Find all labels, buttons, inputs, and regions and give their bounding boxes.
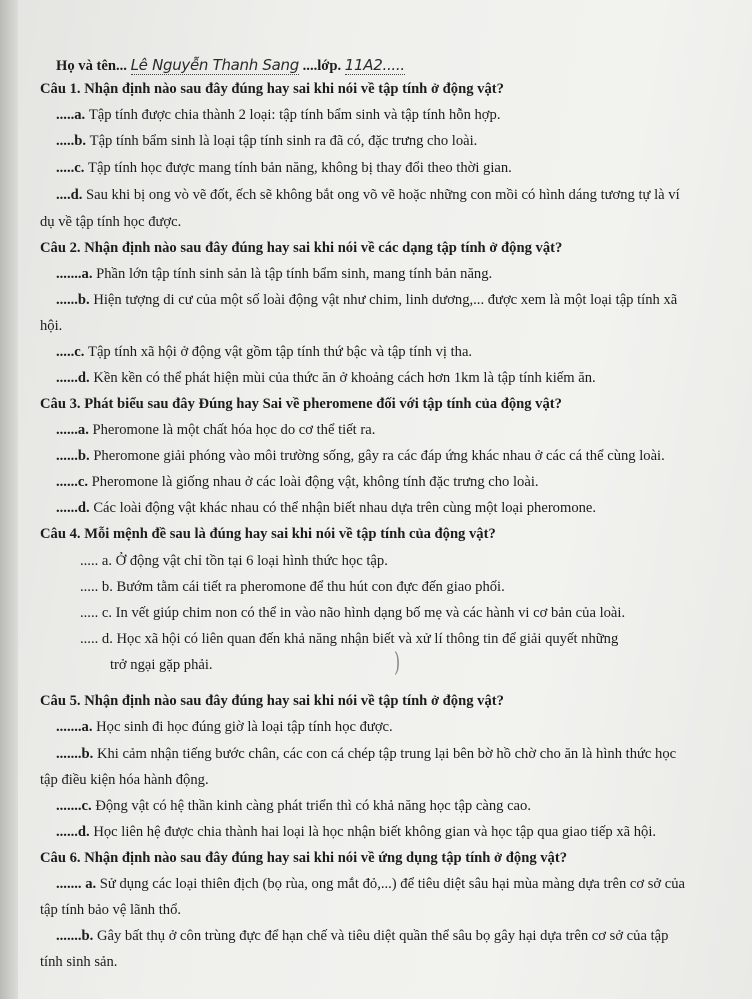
q4-option-d: ..... d. Học xã hội có liên quan đến khả năng nhận biết và xử lí thông tin để giải quyết những [80,631,619,647]
q5-option-b-cont: tập điều kiện hóa hành động. [40,772,209,788]
question-2: Câu 2. Nhận định nào sau đây đúng hay sai khi nói về các dạng tập tính ở động vật? [40,240,563,256]
question-1: Câu 1. Nhận định nào sau đây đúng hay sai khi nói về tập tính ở động vật? [40,81,504,97]
q1-option-d: ....d. Sau khi bị ong vò vẽ đốt, ếch sẽ không bắt ong võ vẽ hoặc những con mồi có hình dáng tương tự là ví [56,187,680,203]
q2-option-b: ......b. Hiện tượng di cư của một số loài động vật như chim, linh dương,... được xem là một loại tập tính xã [56,292,678,308]
q3-option-d: ......d. Các loài động vật khác nhau có thể nhận biết nhau dựa trên cùng một loại pheromone. [56,500,597,516]
class-label: ....lớp. [302,58,342,74]
q6-option-a-cont: tập tính bảo vệ lãnh thổ. [40,902,182,918]
q2-option-a: .......a. Phần lớn tập tính sinh sản là tập tính bẩm sinh, mang tính bản năng. [56,266,493,282]
class-value: 11A2..... [344,56,405,74]
q1-option-d-cont: dụ về tập tính học được. [40,214,182,230]
question-4: Câu 4. Mỗi mệnh đề sau là đúng hay sai khi nói về tập tính của động vật? [40,526,496,542]
pencil-mark: ) [394,648,401,678]
q4-option-b: ..... b. Bướm tằm cái tiết ra pheromone để thu hút con đực đến giao phối. [80,579,505,595]
q6-option-b: .......b. Gây bất thụ ở côn trùng đực để hạn chế và tiêu diệt quần thể sâu bọ gây hại dựa trên cơ sở của tập [56,928,669,944]
q3-option-b: ......b. Pheromone giải phóng vào môi trường sống, gây ra các đáp ứng khác nhau ở các cá thể cùng loài. [56,448,665,464]
q5-option-d: ......d. Học liên hệ được chia thành hai loại là học nhận biết không gian và học tập qua giao tiếp xã hội. [56,824,657,840]
q1-option-a: .....a. Tập tính được chia thành 2 loại: tập tính bẩm sinh và tập tính hỗn hợp. [56,107,501,123]
q6-option-a: ....... a. Sử dụng các loại thiên địch (bọ rùa, ong mắt đỏ,...) để tiêu diệt sâu hại mùa màng dựa trên cơ sở của [56,876,686,892]
name-label: Họ và tên... [56,58,127,74]
q2-option-b-cont: hội. [40,318,63,334]
q5-option-b: .......b. Khi cảm nhận tiếng bước chân, các con cá chép tập trung lại bên bờ hồ chờ cho ăn là hình thức học [56,746,677,762]
q4-option-a: ..... a. Ở động vật chỉ tồn tại 6 loại hình thức học tập. [80,553,388,569]
q6-option-b-cont: tính sinh sản. [40,954,118,970]
q2-option-d: ......d. Kền kền có thể phát hiện mùi của thức ăn ở khoảng cách hơn 1km là tập tính kiếm ăn. [56,370,596,386]
q4-option-d-cont: trở ngại gặp phải. [110,657,213,673]
q3-option-c: ......c. Pheromone là giống nhau ở các loài động vật, không tính đặc trưng cho loài. [56,474,539,490]
q4-option-c: ..... c. In vết giúp chim non có thể in vào não hình dạng bố mẹ và các hành vi cơ bản của loài. [80,605,626,621]
q5-option-a: .......a. Học sinh đi học đúng giờ là loại tập tính học được. [56,719,393,735]
student-header [56,56,732,75]
q1-option-c: .....c. Tập tính học được mang tính bản năng, không bị thay đổi theo thời gian. [56,160,512,176]
q1-option-b: .....b. Tập tính bẩm sinh là loại tập tính sinh ra đã có, đặc trưng cho loài. [56,133,478,149]
q2-option-c: .....c. Tập tính xã hội ở động vật gồm tập tính thứ bậc và tập tính vị tha. [56,344,473,360]
page-edge-shadow [0,0,18,999]
question-6: Câu 6. Nhận định nào sau đây đúng hay sai khi nói về ứng dụng tập tính ở động vật? [40,850,568,866]
q3-option-a: ......a. Pheromone là một chất hóa học do cơ thể tiết ra. [56,422,376,438]
question-5: Câu 5. Nhận định nào sau đây đúng hay sai khi nói về tập tính ở động vật? [40,693,504,709]
student-name: Lê Nguyễn Thanh Sang [130,56,299,74]
question-3: Câu 3. Phát biểu sau đây Đúng hay Sai về pheromene đối với tập tính của động vật? [40,396,562,412]
q5-option-c: .......c. Động vật có hệ thần kinh càng phát triển thì có khả năng học tập càng cao. [56,798,531,814]
